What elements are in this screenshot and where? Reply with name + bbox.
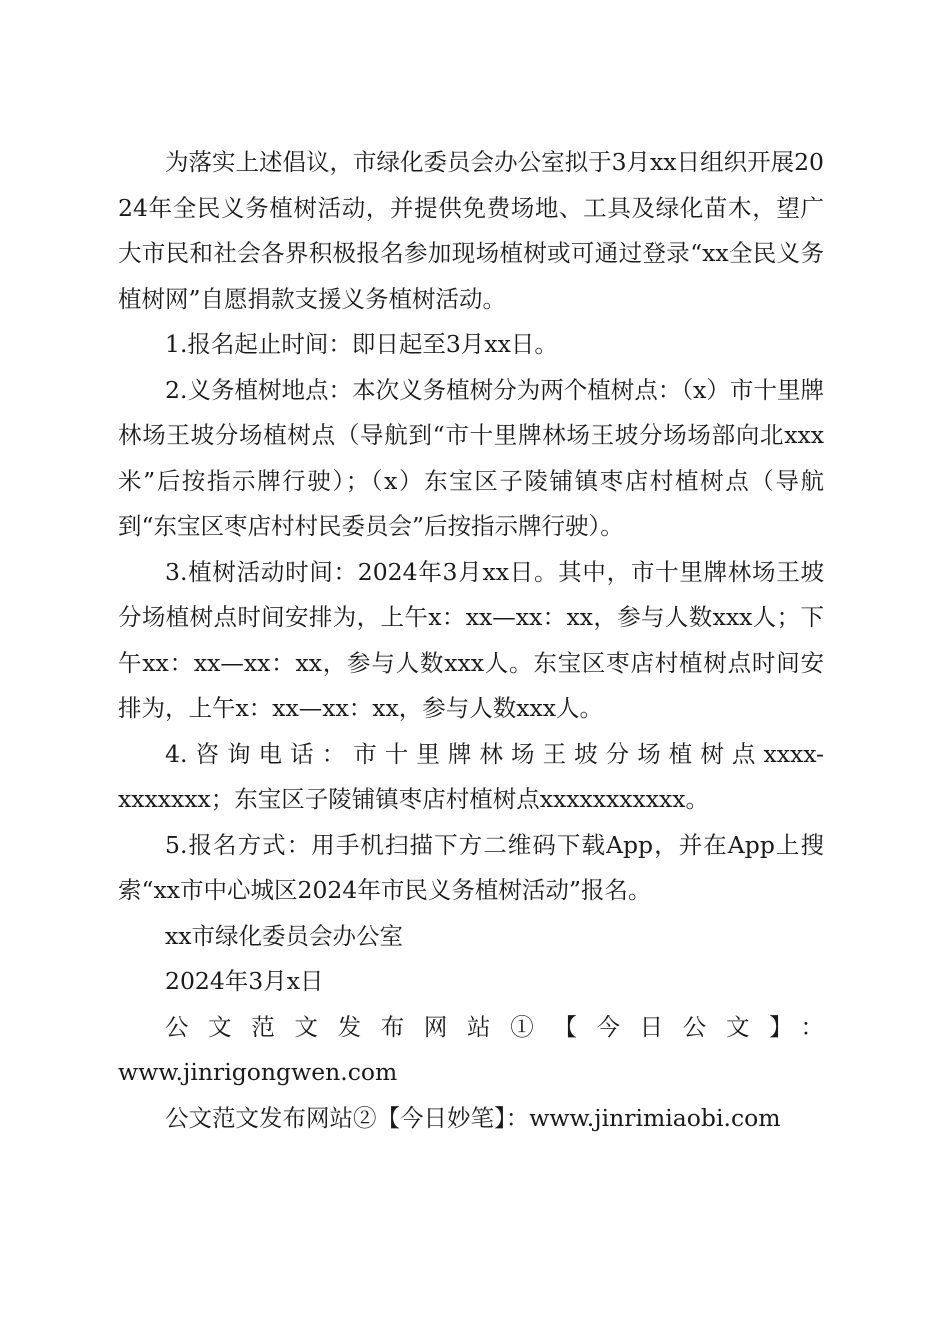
consult-phone-line2: xxxxxxx；东宝区子陵铺镇枣店村植树点xxxxxxxxxxx。 <box>118 785 710 813</box>
signature-date: 2024年3月x日 <box>165 967 324 995</box>
planting-location-item: 2.义务植树地点：本次义务植树分为两个植树点：（x）市十里牌林场王坡分场植树点（导航到“市十里牌林场王坡分场场部向北xxx米”后按指示牌行驶）；（x）东宝区子陵铺镇枣店村植树点（导航到“东宝区枣店村村民委员会”后按指示牌行驶）。 <box>118 375 824 540</box>
signup-period-item: 1.报名起止时间：即日起至3月xx日。 <box>165 330 558 358</box>
consult-phone-item <box>118 732 824 823</box>
consult-phone-line1: 4.咨询电话：市十里牌林场王坡分场植树点xxxx- <box>165 739 824 768</box>
footer-site-1 <box>118 1005 824 1096</box>
signature-org: xx市绿化委员会办公室 <box>165 921 404 950</box>
intro-paragraph: 为落实上述倡议，市绿化委员会办公室拟于3月xx日组织开展2024年全民义务植树活动，并提供免费场地、工具及绿化苗木，望广大市民和社会各界积极报名参加现场植树或可通过登录“xx全民义务植树网”自愿捐款支援义务植树活动。 <box>118 148 824 313</box>
document-body <box>118 140 824 1141</box>
footer-site-1-url[interactable]: www.jinrigongwen.com <box>118 1058 398 1086</box>
footer-site-2[interactable]: 公文范文发布网站②【今日妙笔】：www.jinrimiaobi.com <box>165 1103 781 1132</box>
activity-time-item: 3.植树活动时间：2024年3月xx日。其中，市十里牌林场王坡分场植树点时间安排为，上午x：xx—xx：xx，参与人数xxx人；下午xx：xx—xx：xx，参与人数xxx人。东宝区枣店村植树点时间安排为，上午x：xx—xx：xx，参与人数xxx人。 <box>118 557 824 722</box>
signup-method-item: 5.报名方式：用手机扫描下方二维码下载App，并在App上搜索“xx市中心城区2024年市民义务植树活动”报名。 <box>118 830 824 904</box>
footer-site-1-label: 公文范文发布网站①【今日公文】： <box>165 1012 824 1041</box>
